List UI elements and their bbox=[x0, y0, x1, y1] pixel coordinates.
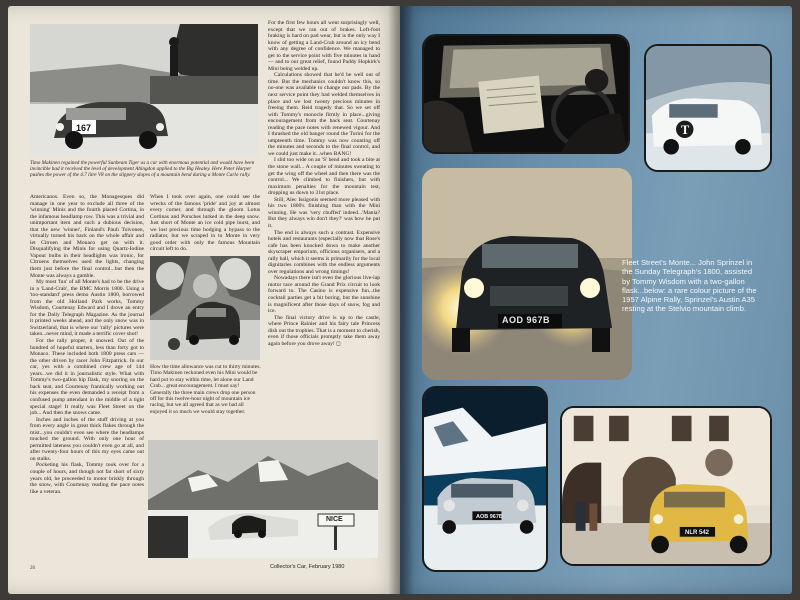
article-column-3 bbox=[268, 20, 380, 434]
svg-text:T: T bbox=[680, 123, 690, 138]
left-page bbox=[8, 6, 400, 594]
right-page bbox=[400, 6, 792, 594]
photo-austin-a35 bbox=[560, 406, 772, 566]
car-number-top-left: 167 bbox=[76, 123, 92, 133]
photo-mountain-road bbox=[148, 440, 378, 558]
photo-snow-cliff-car bbox=[422, 386, 548, 572]
magazine-footer: Collector's Car, February 1980 bbox=[270, 564, 345, 570]
article-column-1 bbox=[30, 194, 144, 560]
photo-car-interior bbox=[422, 34, 630, 154]
road-sign-text: NICE bbox=[326, 516, 343, 523]
photo-sunbeam-tiger bbox=[30, 24, 258, 156]
page-number: 26 bbox=[30, 566, 35, 571]
caption-right: Fleet Street's Monte... John Sprinzel in the Sunday Telegraph's 1800, assisted by Tommy Wisdom with a two-gallon flask...below: a rare colour picture of the 1957 Alpine Rally, Sprinzel's Austin A35 resting at the Stelvio mountain climb. bbox=[622, 258, 757, 314]
caption-top-left: Timo Makinen regained the powerful Sunbeam Tiger as a car with enormous potential and would have been invincible had it received the level of development Abingdon applied to the Big Healey. Here Peter Harper pushes the power of the 4.7 litre V8 on the slippery slopes of a mountain bend during a Monte Carlo rally. bbox=[30, 160, 255, 179]
col3-para-6: Nowadays there isn't even the glorious live-lap motor race around the Grand Prix circuit to look forward to. The Casino is expensive fun...the cocktail parties get a bit boring, but the sunshine is magnificent after those days of snow, fog and ice. bbox=[268, 275, 380, 315]
col3-para-3: I slid too wide on an 'S' bend and took a bite at the stone wall... A couple of minutes sweating to get the wing off the wheel and then there was the control... We climbed to finishers, but with maximum penalties for the mountain test, dropping us down to 31st place. bbox=[268, 157, 380, 197]
col3-para-7: The final victory drive is up to the castle, where Prince Rainier and his fairy tale Princess dish out the trophies. That is a moment to cherish, even if those officials promptly take them away again before you drove away! ◻ bbox=[268, 314, 380, 347]
car-plate-bottom-right: NLR 542 bbox=[685, 530, 710, 536]
car-plate-bottom-left: AOB 967B bbox=[476, 514, 503, 520]
photo-telegraph-car bbox=[644, 44, 772, 172]
photo-headlights-car bbox=[422, 168, 632, 380]
col3-para-1: For the first few hours all went surprisingly well, except that we ran out of brakes. Left-foot braking is hard on pad wear, but is the only way I know of getting a Land-Crab around an icy bend with any degree of confidence. We managed to get to the service point with five minutes in hand — and to our great relief, found Paddy Hopkirk's Mini being welded up. bbox=[268, 20, 380, 72]
col3-para-5: The end is always such a contrast. Expensive hotels and restaurants (especially now that Rose's cafe has been knocked down to make another skyscraper emporium, officious organisers, and a rally ball, which it seems is primarily for the local dignitaries combines with the endless arguments over regulations and wrong timings! bbox=[268, 229, 380, 275]
caption-middle: How the time allowance was cut to thirty minutes. Timo Makinen reckoned even his Mini would be hard put to stay within time, let alone our Land Crab... great encouragement. I must say! Generally the three main crews drop one person off for this twelve-hour night of mountain ice racing, but we all agreed that as we had all enjoyed it so much we would stay together. bbox=[150, 364, 261, 415]
col1-para-1: Americanos. Even so, the Monagesques did manage in one year to exclude all three of the 'winning' Minis and the fourth placed Cortina, in the infamous headlamp row. This was a trivial and unimportant item and such a dubious decision, that the new 'winner', Finland's Pauli Toivonen, virtually turned his back on the whole affair and let Citroen and Monaco get on with it. Disqualifying the Minis for using Quartz-Iodine Vapour bulbs in their headlights was ironic, for Citroens themselves used the lights, changing them just before the final control...but then the Monte was always a gamble. bbox=[30, 194, 144, 279]
col1-para-5: Pocketing his flask, Tommy took over for a couple of hours, and though not far short of sixty years old, he proceeded to motor briskly through the snow, with Courtenay reading the pace notes like a veteran. bbox=[30, 462, 144, 495]
col1-para-4: Inches and inches of the stuff driving at you from every angle in great thick flakes through the mist...you couldn't even see where the headlamps touched the ground. With only one hour of permitted lateness you couldn't even go at all, and after twenty-four hours of this my eyes came out on stalks. bbox=[30, 416, 144, 462]
col3-para-4: Still, Alec Issigonis seemed more pleased with his two 1800's finishing than with the Mini winning. He was 'very chuffed' indeed...'Mania? But they always win don't they?' was how he put it. bbox=[268, 196, 380, 229]
article-column-2 bbox=[150, 194, 260, 254]
col3-para-2: Calculations showed that he'd be well out of time. But the mechanics couldn't know this, so no-one was available to change our pads. By the next service point they had welded themselves in place and we lost twenty precious minutes in freeing them. Reid tragedy that. So we set off with Tommy's monocle firmly in place...giving encouragement from the back seat. Courtenay reading the pace notes with renewed vigour. And I thrashed the old banger round the Turini for the umpteenth time. Tommy was now counting off the minutes and seconds to the final control, and we could just make it...when BANG! bbox=[268, 72, 380, 157]
col2-para-1: When I took over again, one could see the wrecks of the famous 'pride' and joy at almost every corner, and through the gloom Lotus Cortinas and Porsches lurked in the deep snow. Just short of Monte an ice cold pipe burst, and we lost precious time bodging a bypass to the radiator, but we scraped in to Monte in very good order with only the famous Mountain circuit left to do. bbox=[150, 194, 260, 253]
photo-snow-forest-car bbox=[150, 256, 260, 360]
car-plate-main: AOD 967B bbox=[502, 315, 551, 325]
col1-para-3: For the rally proper, it snowed. Out of the hundred of hopeful starters, less than forty got to Monaco. These included both 1800 press cars — the other driven by racer John Fitzpatrick. In our car, yes with a combined crew age of 144 years...we did it in journalistic style. What with Tommy's two-gallon hip flask, my snoring on the back seat, and Courtenay frantically working out his expenses the even demanded a receipt from a confused pump attendant in the middle of a tight special stage! It really was Fleet Street on the job... And then the snows came. bbox=[30, 338, 144, 417]
col1-para-2: My most 'fun' of all Monte's had to be the drive in a 'Land-Crab', the BMC Morris 1800. Using a 'too-standard' press demo Austin 1800, borrowed from the old Holland Park works, Tommy Wisdom, Courtenay Edward and I drove an entry for the Daily Telegraph Magazine. As the journal it printed weeks ahead, and the only snow was in Switzerland, that is where our 'rally' pictures were taken...never mind, it made a terrific cover shot! bbox=[30, 279, 144, 338]
